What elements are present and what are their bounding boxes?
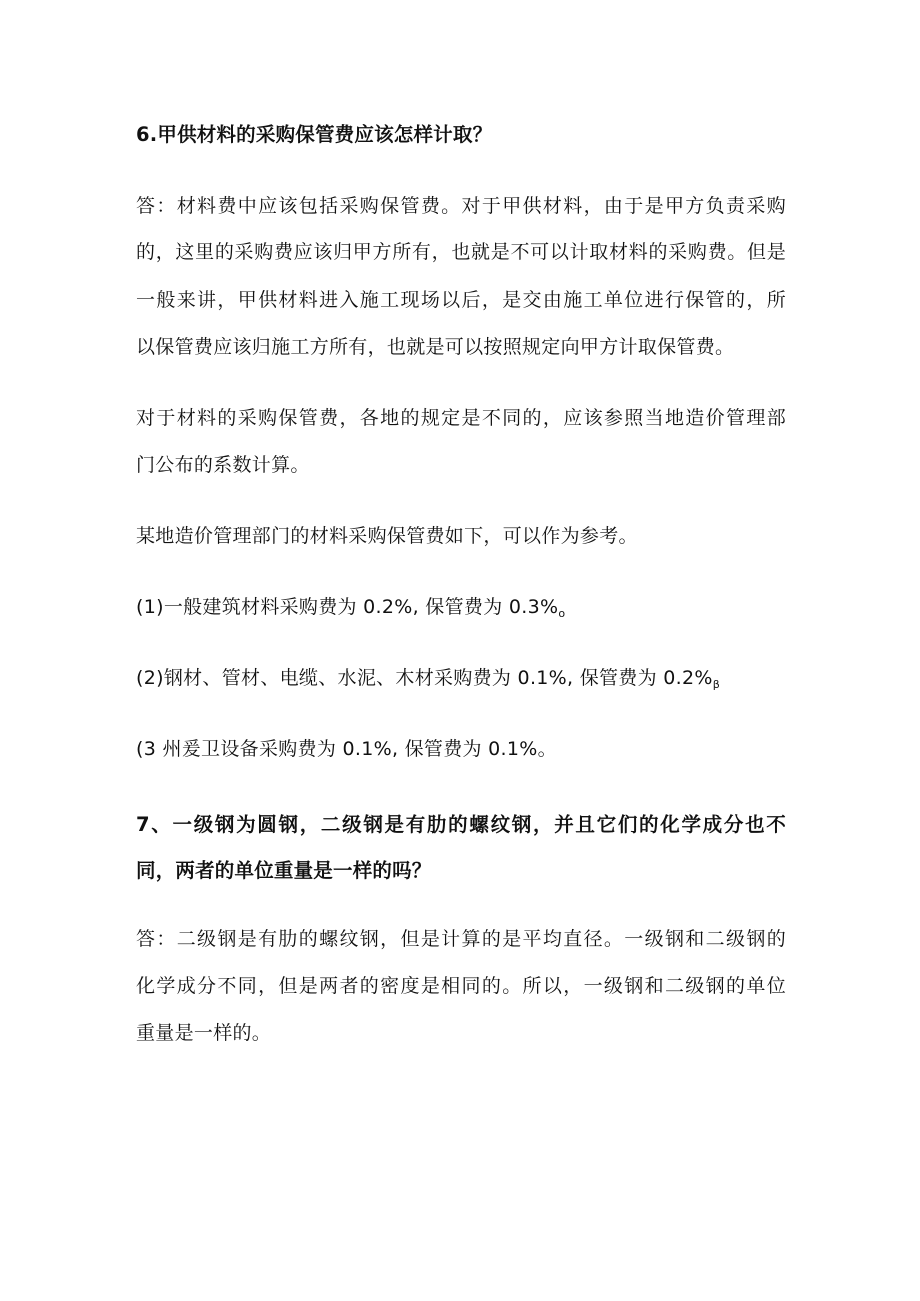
rate-item-text: (1)一般建筑材料采购费为 0.2%, 保管费为 0.3% — [136, 596, 559, 618]
q7-answer-line: 重量是一样的。 — [136, 1022, 272, 1044]
q6-title: 6.甲供材料的采购保管费应该怎样计取？ — [136, 123, 493, 146]
q7-title-line: 7、一级钢为圆钢，二级钢是有肋的螺纹钢，并且它们的化学成分也不 — [136, 813, 786, 836]
rate-item-1 — [136, 593, 565, 628]
q7-title-line: 同，两者的单位重量是一样的吗？ — [136, 859, 432, 882]
rate-item-suffix: o — [558, 607, 566, 620]
q6-answer-line: 以保管费应该归施工方所有，也就是可以按照规定向甲方计取保管费。 — [136, 336, 735, 358]
q6-reference-intro: 某地造价管理部门的材料采购保管费如下，可以作为参考。 — [136, 525, 638, 547]
q6-answer-line: 一般来讲，甲供材料进入施工现场以后，是交由施工单位进行保管的，所 — [136, 289, 786, 311]
rate-item-text: (3 州爰卫设备采购费为 0.1%, 保管费为 0.1%。 — [136, 738, 557, 760]
q6-answer-line: 的，这里的采购费应该归甲方所有，也就是不可以计取材料的采购费。但是 — [136, 241, 786, 263]
rate-item-suffix: β — [712, 678, 720, 691]
rate-item-text: (2)钢材、管材、电缆、水泥、木材采购费为 0.1%, 保管费为 0.2% — [136, 667, 713, 689]
q6-note-line: 门公布的系数计算。 — [136, 454, 310, 476]
q7-answer-line: 答：二级钢是有肋的螺纹钢，但是计算的是平均直径。一级钢和二级钢的 — [136, 928, 786, 950]
q6-answer-line: 答：材料费中应该包括采购保管费。对于甲供材料，由于是甲方负责采购 — [136, 195, 786, 217]
rate-item-2 — [136, 664, 720, 699]
q6-note-line: 对于材料的采购保管费，各地的规定是不同的，应该参照当地造价管理部 — [136, 407, 786, 429]
rate-item-3 — [136, 735, 557, 763]
q7-answer-line: 化学成分不同，但是两者的密度是相同的。所以，一级钢和二级钢的单位 — [136, 975, 786, 997]
